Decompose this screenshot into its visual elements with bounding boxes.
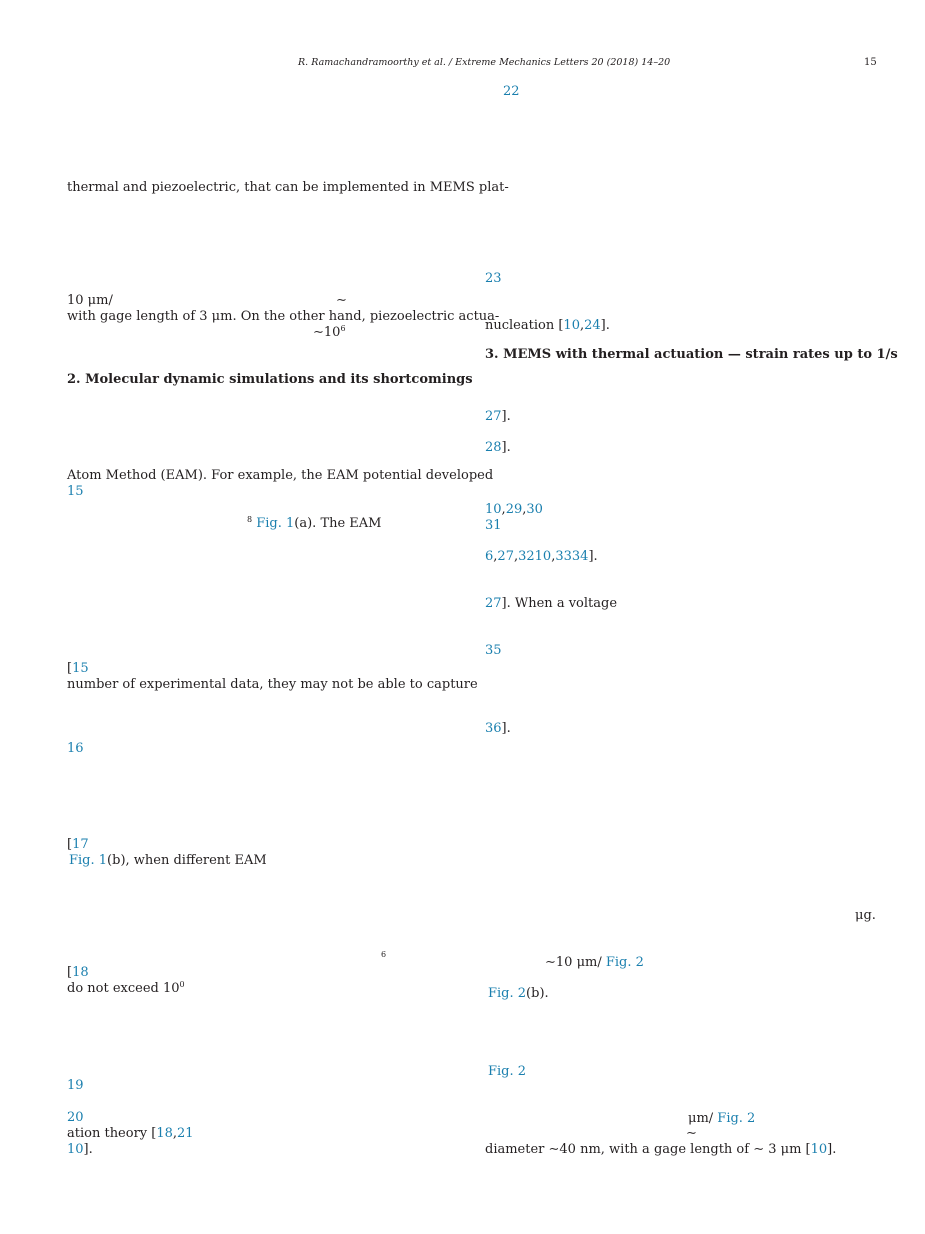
left-text-line: do not exceed $10^0$ xyxy=(67,980,185,996)
citation-link[interactable]: 17 xyxy=(72,837,89,852)
page-number: 15 xyxy=(864,57,877,68)
citation-fragment: 36]. xyxy=(485,721,511,736)
citation-link[interactable]: 27 xyxy=(497,549,514,564)
figure-link[interactable]: Fig. 1 xyxy=(69,853,108,868)
right-text-fragment: ∼10 μm/ Fig. 2 xyxy=(545,955,644,970)
citation-link[interactable]: 15 xyxy=(67,484,84,499)
left-text-fragment: Fig. 1(b), when different EAM xyxy=(69,853,267,868)
left-text-line: 10 μm/ xyxy=(67,293,113,308)
figure-link[interactable]: Fig. 1 xyxy=(256,516,295,531)
citation-link[interactable]: 10 xyxy=(485,502,502,517)
citation-link[interactable]: 29 xyxy=(505,502,523,517)
citation-link[interactable]: 36 xyxy=(485,721,502,736)
right-text-fragment: ∼ xyxy=(686,1126,697,1141)
right-text-line: nucleation [10,24]. xyxy=(485,318,610,333)
superscript-fragment: 6 xyxy=(381,950,387,959)
left-text-fragment: $\sim 10^6$ xyxy=(313,324,346,340)
figure-link[interactable]: Fig. 2 xyxy=(605,955,644,970)
citation-link[interactable]: 31 xyxy=(485,518,502,533)
running-header: R. Ramachandramoorthy et al. / Extreme Mechanics Letters 20 (2018) 14–20 xyxy=(298,57,671,68)
left-text-fragment: $^8$ Fig. 1(a). The EAM xyxy=(247,515,382,531)
citation-link[interactable]: 18 xyxy=(72,965,89,980)
citation-link[interactable]: 28 xyxy=(485,440,502,455)
citation-link[interactable]: 35 xyxy=(485,643,502,658)
right-text-fragment: μm/ Fig. 2 xyxy=(688,1111,756,1126)
citation-link[interactable]: 27 xyxy=(485,409,502,424)
citation-link[interactable]: 23 xyxy=(485,271,502,286)
left-text-fragment: ∼ xyxy=(336,293,347,308)
left-text-line: thermal and piezoelectric, that can be implemented in MEMS plat- xyxy=(67,180,509,195)
left-text-fragment: 10]. xyxy=(67,1142,93,1157)
citation-link[interactable]: 22 xyxy=(503,84,520,99)
right-text-fragment: μg. xyxy=(855,908,876,923)
citation-link[interactable]: 10 xyxy=(67,1142,84,1157)
citation-fragment: [18 xyxy=(67,965,89,980)
citation-link[interactable]: 10 xyxy=(810,1142,828,1157)
section-heading-2: 2. Molecular dynamic simulations and its shortcomings xyxy=(67,372,473,387)
citation-fragment: [17 xyxy=(67,837,89,852)
citation-link[interactable]: 30 xyxy=(526,502,543,517)
citation-fragment: 6,27,3210,3334]. xyxy=(485,549,598,564)
left-text-line: with gage length of 3 μm. On the other hand, piezoelectric actua- xyxy=(67,309,500,324)
citation-link[interactable]: 18 xyxy=(156,1126,173,1141)
citation-fragment: 10,29,30 xyxy=(485,502,543,517)
citation-link[interactable]: 21 xyxy=(177,1126,194,1141)
citation-fragment: 28]. xyxy=(485,440,511,455)
section-heading-3: 3. MEMS with thermal actuation — strain rates up to 1/s xyxy=(485,347,898,362)
citation-link[interactable]: 3210 xyxy=(518,549,552,564)
citation-link[interactable]: 16 xyxy=(67,741,84,756)
right-text-line: diameter ∼40 nm, with a gage length of ∼ 3 μm [10]. xyxy=(485,1142,837,1157)
citation-link[interactable]: 15 xyxy=(72,661,89,676)
citation-link[interactable]: 24 xyxy=(584,318,601,333)
left-text-fragment: ation theory [18,21 xyxy=(67,1126,194,1141)
left-text-line: number of experimental data, they may not be able to capture xyxy=(67,677,478,692)
citation-fragment: [15 xyxy=(67,661,89,676)
right-text-fragment: Fig. 2(b). xyxy=(488,986,549,1001)
citation-link[interactable]: 27 xyxy=(485,596,502,611)
figure-link[interactable]: Fig. 2 xyxy=(717,1111,756,1126)
figure-link[interactable]: Fig. 2 xyxy=(488,986,527,1001)
citation-fragment: 27]. When a voltage xyxy=(485,596,618,611)
figure-link[interactable]: Fig. 2 xyxy=(488,1064,527,1079)
citation-fragment: 27]. xyxy=(485,409,511,424)
left-text-line: Atom Method (EAM). For example, the EAM potential developed xyxy=(67,468,494,483)
citation-link[interactable]: 10 xyxy=(563,318,580,333)
citation-link[interactable]: 6 xyxy=(485,549,494,564)
citation-link[interactable]: 20 xyxy=(67,1110,84,1125)
citation-link[interactable]: 3334 xyxy=(555,549,589,564)
citation-link[interactable]: 19 xyxy=(67,1078,84,1093)
